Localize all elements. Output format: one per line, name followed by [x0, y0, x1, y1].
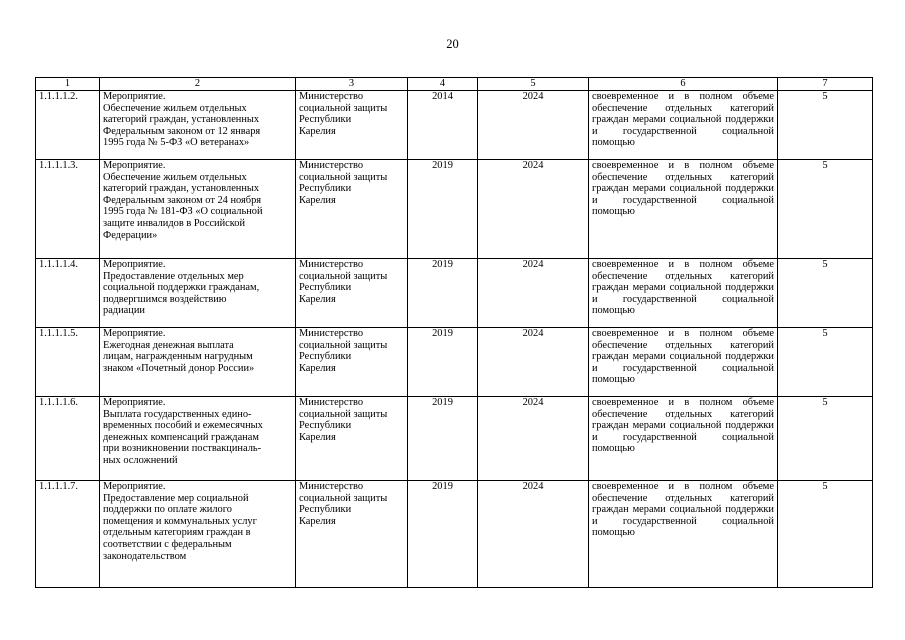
measure-line: категорий граждан, установленных [103, 183, 260, 195]
measure-line: Мероприятие. [103, 91, 166, 102]
measure-line: Мероприятие. [103, 328, 166, 339]
result-cell: своевременное и в полном объеме обеспечение отдельных категорий граждан мерами социальной поддержки и государственной социальной помощью [589, 259, 778, 328]
measure-line: защите инвалидов в Российской [103, 217, 246, 229]
executor-line: Республики [299, 504, 352, 516]
executor-line: Республики [299, 282, 352, 294]
executor-cell [296, 160, 408, 259]
table-row [36, 160, 873, 259]
executor-cell [296, 259, 408, 328]
header-cell-1: 1 [36, 78, 100, 91]
executor-line: социальной защиты [299, 339, 388, 351]
header-cell-3: 3 [296, 78, 408, 91]
executor-line: Министерство [299, 397, 364, 408]
measure-cell [100, 160, 296, 259]
executor-line: Карелия [299, 293, 336, 305]
measure-line: Мероприятие. [103, 397, 166, 408]
start-year: 2019 [408, 397, 478, 481]
measure-line: Федеральным законом от 24 ноября [103, 194, 262, 206]
measure-line: Мероприятие. [103, 259, 166, 270]
executor-line: Республики [299, 420, 352, 432]
measure-line: Обеспечение жильем отдельных [103, 171, 247, 183]
measures-table [35, 77, 873, 588]
measure-line: Федеральным законом от 12 января [103, 125, 261, 137]
measure-line: 1995 года № 5-ФЗ «О ветеранах» [103, 137, 250, 149]
item-number: 1.1.1.1.6. [36, 397, 100, 481]
measure-line: поддержки по оплате жилого [103, 504, 232, 516]
table-row [36, 91, 873, 160]
executor-line: социальной защиты [299, 492, 388, 504]
measure-cell [100, 397, 296, 481]
measure-line: временных пособий и ежемесячных [103, 420, 263, 432]
table-row [36, 259, 873, 328]
column-7-value: 5 [778, 328, 873, 397]
end-year: 2024 [478, 397, 589, 481]
measure-line: Обеспечение жильем отдельных [103, 102, 247, 114]
measure-line: Мероприятие. [103, 481, 166, 492]
column-7-value: 5 [778, 160, 873, 259]
measure-line: законодательством [103, 550, 187, 562]
measure-cell [100, 91, 296, 160]
executor-line: Республики [299, 114, 352, 126]
column-7-value: 5 [778, 481, 873, 588]
measure-line: 1995 года № 181-ФЗ «О социальной [103, 206, 263, 218]
end-year: 2024 [478, 91, 589, 160]
end-year: 2024 [478, 328, 589, 397]
measure-line: подвергшимся воздействию [103, 293, 227, 305]
result-cell: своевременное и в полном объеме обеспечение отдельных категорий граждан мерами социальной поддержки и государственной социальной помощью [589, 328, 778, 397]
table-row [36, 328, 873, 397]
executor-line: социальной защиты [299, 408, 388, 420]
executor-cell [296, 397, 408, 481]
column-7-value: 5 [778, 397, 873, 481]
item-number: 1.1.1.1.3. [36, 160, 100, 259]
executor-line: Карелия [299, 194, 336, 206]
executor-line: социальной защиты [299, 171, 388, 183]
measure-line: Ежегодная денежная выплата [103, 339, 234, 351]
executor-line: Карелия [299, 362, 336, 374]
measure-line: при возникновении поствакциналь- [103, 443, 262, 455]
measure-line: отдельным категориям граждан в [103, 527, 251, 539]
end-year: 2024 [478, 481, 589, 588]
item-number: 1.1.1.1.5. [36, 328, 100, 397]
executor-line: Карелия [299, 125, 336, 137]
measure-line: знаком «Почетный донор России» [103, 362, 255, 374]
executor-line: Министерство [299, 160, 364, 171]
column-7-value: 5 [778, 259, 873, 328]
measure-line: соответствии с федеральным [103, 538, 232, 550]
executor-line: Министерство [299, 259, 364, 270]
measure-cell [100, 328, 296, 397]
header-row [36, 78, 873, 91]
result-cell: своевременное и в полном объеме обеспечение отдельных категорий граждан мерами социальной поддержки и государственной социальной помощью [589, 397, 778, 481]
measure-line: Мероприятие. [103, 160, 166, 171]
executor-cell [296, 328, 408, 397]
measure-line: радиации [103, 305, 145, 317]
header-cell-4: 4 [408, 78, 478, 91]
measure-cell [100, 259, 296, 328]
measure-line: Федерации» [103, 229, 158, 241]
measure-line: категорий граждан, установленных [103, 114, 260, 126]
start-year: 2014 [408, 91, 478, 160]
start-year: 2019 [408, 328, 478, 397]
executor-line: Министерство [299, 91, 364, 102]
measure-line: Предоставление мер социальной [103, 492, 249, 504]
executor-line: социальной защиты [299, 102, 388, 114]
start-year: 2019 [408, 481, 478, 588]
executor-line: Министерство [299, 328, 364, 339]
header-cell-7: 7 [778, 78, 873, 91]
measure-line: ных осложнений [103, 454, 178, 466]
start-year: 2019 [408, 259, 478, 328]
result-cell: своевременное и в полном объеме обеспечение отдельных категорий граждан мерами социальной поддержки и государственной социальной помощью [589, 91, 778, 160]
executor-line: Карелия [299, 431, 336, 443]
executor-cell [296, 91, 408, 160]
executor-line: Республики [299, 183, 352, 195]
item-number: 1.1.1.1.2. [36, 91, 100, 160]
measure-line: денежных компенсаций гражданам [103, 431, 259, 443]
item-number: 1.1.1.1.7. [36, 481, 100, 588]
executor-line: Республики [299, 351, 352, 363]
measure-line: помещения и коммунальных услуг [103, 515, 257, 527]
start-year: 2019 [408, 160, 478, 259]
executor-line: социальной защиты [299, 270, 388, 282]
executor-cell [296, 481, 408, 588]
column-7-value: 5 [778, 91, 873, 160]
measure-line: социальной поддержки гражданам, [103, 282, 260, 294]
executor-line: Министерство [299, 481, 364, 492]
measure-cell [100, 481, 296, 588]
header-cell-5: 5 [478, 78, 589, 91]
measure-line: Выплата государственных едино- [103, 408, 252, 420]
end-year: 2024 [478, 259, 589, 328]
measure-line: лицам, награжденным нагрудным [103, 351, 253, 363]
header-cell-6: 6 [589, 78, 778, 91]
end-year: 2024 [478, 160, 589, 259]
result-cell: своевременное и в полном объеме обеспечение отдельных категорий граждан мерами социальной поддержки и государственной социальной помощью [589, 160, 778, 259]
page-number: 20 [446, 37, 459, 51]
executor-line: Карелия [299, 515, 336, 527]
item-number: 1.1.1.1.4. [36, 259, 100, 328]
measure-line: Предоставление отдельных мер [103, 270, 244, 282]
table-row [36, 397, 873, 481]
table-row [36, 481, 873, 588]
header-cell-2: 2 [100, 78, 296, 91]
result-cell: своевременное и в полном объеме обеспечение отдельных категорий граждан мерами социальной поддержки и государственной социальной помощью [589, 481, 778, 588]
